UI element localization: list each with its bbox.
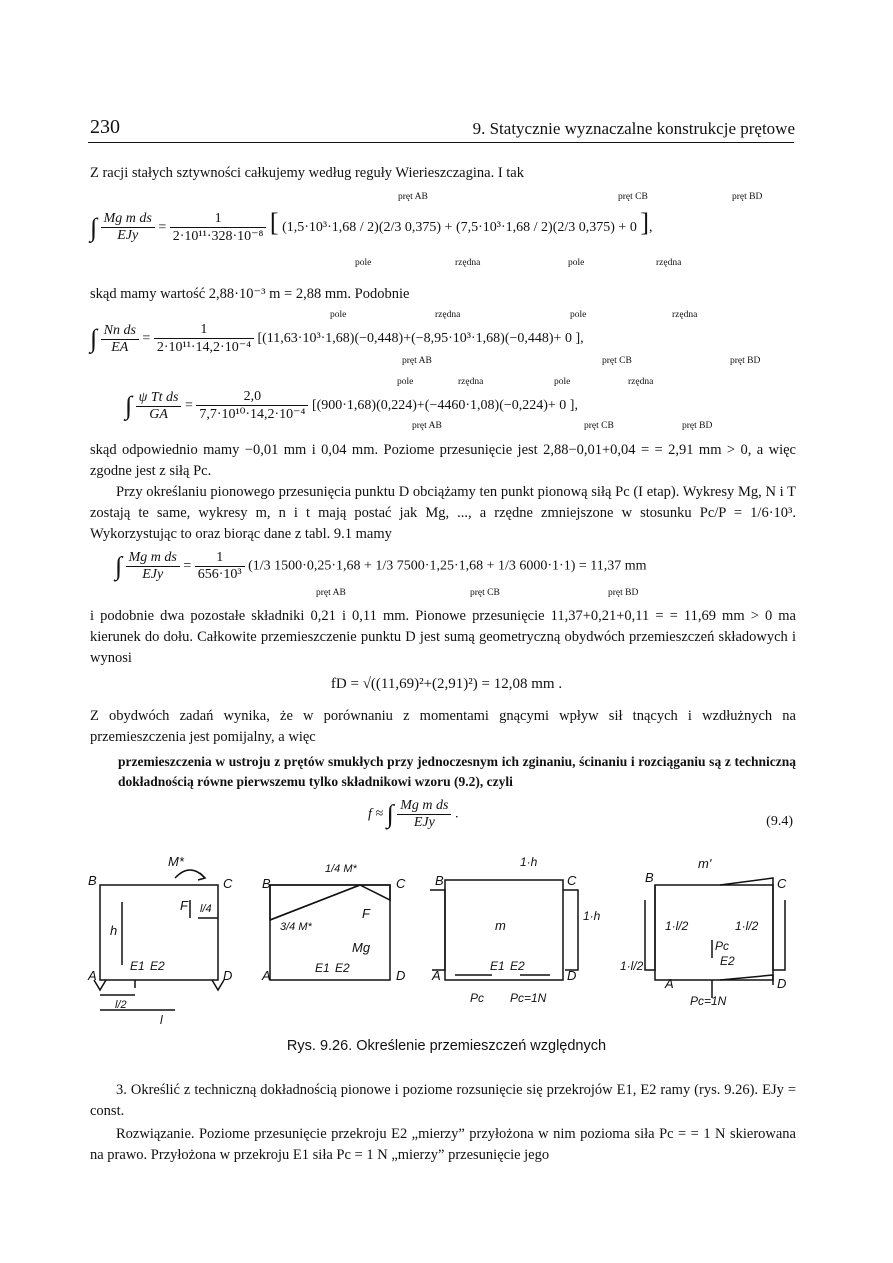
frame-diagram [94,870,224,1010]
eq4-label-ab: pręt AB [316,588,346,598]
eq1-coef-den: 2·10¹¹·328·10⁻⁸ [172,228,264,244]
eq2-body: [(11,63·10³·1,68)(−0,448)+(−8,95·10³·1,68)(−0,448)+ 0 ], [257,331,584,347]
label-l: l [160,1013,163,1027]
eq1-pole-1: pole [355,258,372,268]
paragraph-bold: przemieszczenia w ustroju z prętów smukłych przy jednoczesnym ich zginaniu, ścinaniu i rozciąganiu są z techniczną dokładnością równe pierwszemu tylko składnikowi wzoru (9.2), czyli [118,754,796,789]
eq2-label-bd: pręt BD [730,356,761,366]
label-C-3: C [567,873,577,888]
label-A-2: A [262,968,271,983]
label-E1-3: E1 [490,959,505,973]
eq1-term1: (1,5·10³·1,68 / 2)(2/3 0,375) [282,220,442,235]
eq4-body: (1/3 1500·0,25·1,68 + 1/3 7500·1,25·1,68 + 1/3 6000·1·1) = 11,37 mm [248,558,647,574]
paragraph-3: i podobnie dwa pozostałe składniki 0,21 i 0,11 mm. Pionowe przesunięcie 11,37+0,21+0,11 = = 11,69 mm > 0 ma kierunek do dołu. Całkowite przemieszczenie punktu D jest sumą geometryczną obydwóch przemieszczeń składowych i wynosi [90,608,796,667]
eq3-pole-2: pole [554,377,571,387]
eq1-label-bd: pręt BD [732,192,763,202]
label-E2-2: E2 [335,961,350,975]
label-Pc1N-4: Pc=1N [690,994,727,1008]
eq1-label-ab: pręt AB [398,192,428,202]
label-oneh-top: 1·h [520,855,538,869]
eq2-rzedna-2: rzędna [672,310,698,320]
label-threequarterM: 3/4 M* [280,921,312,933]
label-Mg: Mg [352,940,371,955]
label-onel2-1: 1·l/2 [665,919,689,933]
eq3-rzedna-1: rzędna [458,377,484,387]
paragraph-4: Z obydwóch zadań wynika, że w porównaniu z momentami gnącymi wpływ sił tnących i wzdłużnych na przemieszczenia jest pomijalny, a więc [90,708,796,746]
page-number: 230 [90,116,120,138]
equation-1: pręt AB pręt CB pręt BD ∫ $\frac{\text{Mg m ds}}{\text{EJy}}$ = $\frac{1}{\text{2·10¹¹·328·10⁻⁸}}$ [ (1,5·10³·1,68 / 2)(2/3 0,375) + (7,5·10³·1,68 / 2)(2/3 0,375) + 0 ], pole rzędna pole rzędna [90,192,763,268]
label-Pc-3: Pc [470,991,485,1005]
equation-2: pole rzędna pole rzędna ∫ $\frac{\text{Nn ds}}{EA}$ = $\frac{1}{\text{2·10¹¹·14,2·10⁻⁴}}$ [(11,63·10³·1,68)(−0,448)+(−8,95·10³·1,68)(−0,448)+ 0 ], pręt AB pręt CB pręt BD [90,310,761,366]
equation-number: (9.4) [766,814,793,829]
eq4-label-bd: pręt BD [608,588,639,598]
eq2-pole-2: pole [570,310,587,320]
label-D-2: D [396,968,406,983]
eq2-pole-1: pole [330,310,347,320]
eq2-rzedna-1: rzędna [435,310,461,320]
label-C-4: C [777,876,787,891]
label-E2-3: E2 [510,959,525,973]
equation-3: pole rzędna pole rzędna ∫ $\frac{\text{ψ Tt ds}}{GA}$ = $\frac{2,0}{\text{7,7·10¹⁰·14,2·10⁻⁴}}$ [(900·1,68)(0,224)+(−4460·1,08)(−0,224)+ 0 ], pręt AB pręt CB pręt BD [125,377,713,431]
eq3-rzedna-2: rzędna [628,377,654,387]
label-E2-1: E2 [150,959,165,973]
chapter-title: 9. Statycznie wyznaczalne konstrukcje prętowe [472,119,795,138]
eq4-coef-num: 1 [195,550,245,567]
eq1-term3: 0 [629,220,637,235]
eq4-coef-den: 656·10³ [197,567,242,582]
label-E2-4: E2 [720,954,735,968]
eq2-label-ab: pręt AB [402,356,432,366]
eq6-lhs: f ≈ [368,806,384,822]
label-Pc1N-3: Pc=1N [510,991,547,1005]
eq3-lhs-num: ψ Tt ds [136,390,182,407]
eq1-label-cb: pręt CB [618,192,648,202]
eq2-coef-den: 2·10¹¹·14,2·10⁻⁴ [156,340,251,355]
header-rule [88,142,794,143]
label-onel2-2: 1·l/2 [735,919,759,933]
label-E1-2: E1 [315,961,330,975]
label-A-3: A [432,968,441,983]
label-B-2: B [262,876,271,891]
label-F-2: F [362,906,370,921]
eq2-coef-num: 1 [154,322,254,339]
label-mprime: m' [698,856,712,871]
eq4-lhs-den: EJy [142,567,164,582]
label-Mstar: M* [168,854,184,869]
label-A-1: A [88,968,97,983]
eq3-pole-1: pole [397,377,414,387]
equation-5: fD = √((11,69)²+(2,91)²) = 12,08 mm . [330,676,563,692]
figure-caption: Rys. 9.26. Określenie przemieszczeń względnych [286,1038,607,1054]
label-C-2: C [396,876,406,891]
eq3-body: [(900·1,68)(0,224)+(−4460·1,08)(−0,224)+ 0 ], [311,398,578,414]
label-D-4: D [777,976,787,991]
figure-9-26 [80,840,800,1030]
paragraph-2: Przy określaniu pionowego przesunięcia punktu D obciążamy ten punkt pionową siłą Pc (I etap). Wykresy Mg, N i T zostają te same, wykresy m, n i t mają postać jak Mg, ..., a rzędne zmniejszone w stosunku Pc/P = 1/6·10³. Wykorzystując to oraz biorąc dane z tabl. 9.1 mamy [90,484,796,543]
line-after-eq1: skąd mamy wartość 2,88·10⁻³ m = 2,88 mm. Podobnie [90,286,410,302]
eq1-coef-num: 1 [170,211,267,228]
intro-text: Z racji stałych sztywności całkujemy według reguły Wierieszczagina. I tak [90,165,524,181]
eq4-lhs-num: Mg m ds [126,550,180,567]
eq2-lhs-num: Nn ds [101,323,139,340]
label-E1-1: E1 [130,959,145,973]
label-D-3: D [567,968,577,983]
eq1-term2: (7,5·10³·1,68 / 2)(2/3 0,375) [455,220,615,235]
eq1-lhs-num: Mg m ds [101,211,155,228]
eq6-num: Mg m ds [397,798,451,815]
eq3-coef-num: 2,0 [196,389,308,406]
eq1-pole-2: pole [568,258,585,268]
eq3-label-ab: pręt AB [412,421,442,431]
label-oneh-right: 1·h [583,909,601,923]
label-onel2-3: 1·l/2 [620,959,644,973]
label-Pc-4: Pc [715,939,730,953]
eq1-rzedna-1: rzędna [455,258,481,268]
label-quarterM: 1/4 M* [325,863,357,875]
eq3-label-bd: pręt BD [682,421,713,431]
eq4-label-cb: pręt CB [470,588,500,598]
paragraph-1: skąd odpowiednio mamy −0,01 mm i 0,04 mm. Poziome przesunięcie jest 2,88−0,01+0,04 = = 2,91 mm > 0, a więc zgodne jest z siłą Pc. [90,442,796,480]
eq2-lhs-den: EA [111,339,129,355]
paragraph-6: Rozwiązanie. Poziome przesunięcie przekroju E2 „mierzy” przyłożona w nim pozioma siła Pc = = 1 N skierowana na prawo. Przyłożona w przekroju E1 siła Pc = 1 N „mierzy” przesunięcie jego [90,1126,796,1164]
eq3-label-cb: pręt CB [584,421,614,431]
eq2-label-cb: pręt CB [602,356,632,366]
label-F-1: F [180,898,188,913]
label-B-4: B [645,870,654,885]
label-h: h [110,923,118,938]
eq6-den: EJy [413,815,435,830]
eq1-rzedna-2: rzędna [656,258,682,268]
label-B-3: B [435,873,444,888]
equation-6: f ≈ ∫ $\frac{\text{Mg m ds}}{\text{EJy}}$ . [368,798,459,830]
label-D-1: D [223,968,233,983]
eq3-lhs-den: GA [149,406,168,422]
eq3-coef-den: 7,7·10¹⁰·14,2·10⁻⁴ [199,407,306,422]
label-m: m [495,918,506,933]
label-l4: l/4 [200,903,212,915]
label-l2: l/2 [115,999,127,1011]
label-B-1: B [88,873,97,888]
paragraph-5: 3. Określić z techniczną dokładnością pionowe i poziome rozsunięcie się przekrojów E1, E2 ramy (rys. 9.26). EJy = const. [90,1082,796,1120]
label-C-1: C [223,876,233,891]
eq1-lhs-den: EJy [117,228,139,244]
label-A-4: A [665,976,674,991]
equation-4: ∫ $\frac{\text{Mg m ds}}{\text{EJy}}$ = $\frac{1}{\text{656·10³}}$ (1/3 1500·0,25·1,68 + 1/3 7500·1,25·1,68 + 1/3 6000·1·1) = 11,37 mm pręt AB pręt CB pręt BD [115,550,647,598]
